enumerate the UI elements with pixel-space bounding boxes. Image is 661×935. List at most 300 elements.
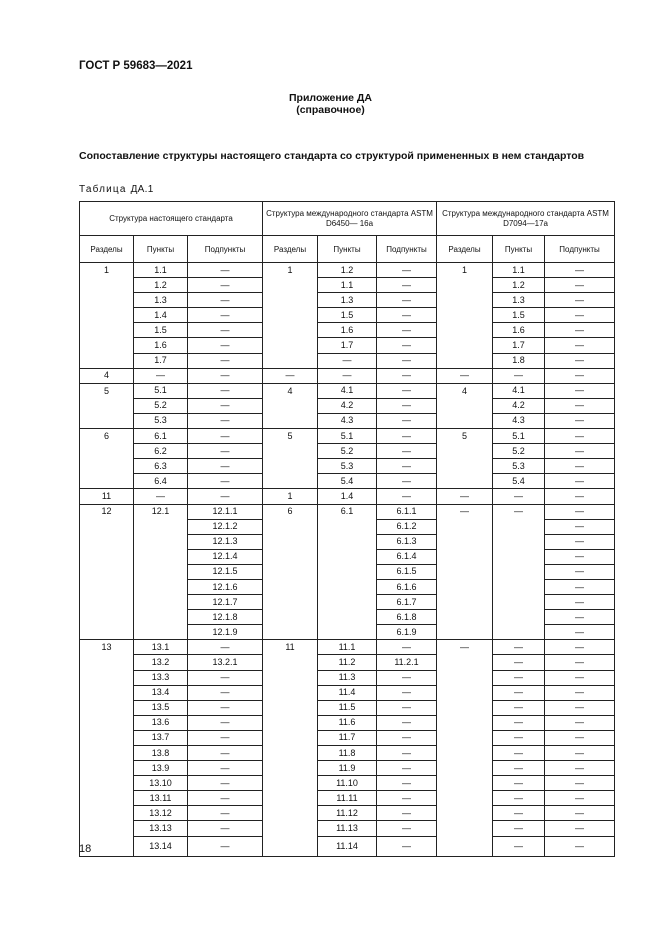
cell-subclause: 12.1.1	[188, 504, 263, 519]
cell-clause: 13.1	[134, 640, 188, 655]
cell-d7094-section	[437, 323, 493, 338]
cell-section	[80, 791, 134, 806]
table-sub-header-row	[80, 236, 615, 263]
cell-d7094-subclause: —	[545, 323, 615, 338]
cell-d7094-clause: —	[493, 715, 545, 730]
cell-d7094-clause: 1.5	[493, 308, 545, 323]
cell-clause: 13.11	[134, 791, 188, 806]
cell-d7094-subclause: —	[545, 338, 615, 353]
cell-d7094-clause	[493, 564, 545, 579]
cell-section	[80, 353, 134, 368]
page-number: 18	[79, 843, 92, 855]
cell-d6450-subclause: 6.1.6	[377, 579, 437, 594]
cell-d7094-clause: 1.7	[493, 338, 545, 353]
cell-d7094-subclause: —	[545, 489, 615, 504]
cell-section	[80, 549, 134, 564]
cell-d7094-subclause: —	[545, 474, 615, 489]
cell-subclause: —	[188, 715, 263, 730]
appendix-title-block	[0, 92, 661, 116]
cell-d7094-clause: —	[493, 806, 545, 821]
cell-section	[80, 746, 134, 761]
cell-subclause: —	[188, 444, 263, 459]
table-row	[80, 670, 615, 685]
cell-d7094-section	[437, 353, 493, 368]
cell-d7094-section	[437, 564, 493, 579]
table-row	[80, 263, 615, 278]
cell-d6450-section	[263, 353, 318, 368]
cell-d7094-clause: 1.3	[493, 293, 545, 308]
cell-subclause: —	[188, 413, 263, 428]
cell-subclause: —	[188, 776, 263, 791]
cell-d6450-section: 5	[263, 429, 318, 444]
cell-d7094-clause: —	[493, 655, 545, 670]
cell-subclause: 12.1.3	[188, 534, 263, 549]
cell-clause: 12.1	[134, 504, 188, 519]
cell-d7094-clause: —	[493, 791, 545, 806]
table-row	[80, 761, 615, 776]
cell-clause: 13.12	[134, 806, 188, 821]
cell-d6450-clause: 11.3	[318, 670, 377, 685]
cell-d6450-subclause: —	[377, 640, 437, 655]
cell-clause	[134, 519, 188, 534]
cell-clause: 13.8	[134, 746, 188, 761]
cell-subclause: —	[188, 791, 263, 806]
cell-subclause: —	[188, 368, 263, 383]
cell-section: 1	[80, 263, 134, 278]
cell-d6450-subclause: —	[377, 761, 437, 776]
cell-section	[80, 655, 134, 670]
cell-d6450-section	[263, 761, 318, 776]
cell-d6450-subclause: —	[377, 806, 437, 821]
cell-d7094-subclause: —	[545, 730, 615, 745]
cell-d6450-clause: 1.2	[318, 263, 377, 278]
table-row	[80, 806, 615, 821]
cell-d6450-subclause: 6.1.1	[377, 504, 437, 519]
cell-d7094-clause: 1.1	[493, 263, 545, 278]
table-row	[80, 338, 615, 353]
sub-header-clauses: Пункты	[134, 236, 188, 263]
table-row	[80, 595, 615, 610]
cell-d7094-clause: —	[493, 836, 545, 856]
cell-d6450-subclause: —	[377, 489, 437, 504]
cell-d7094-subclause: —	[545, 610, 615, 625]
cell-d7094-clause	[493, 625, 545, 640]
cell-subclause: —	[188, 730, 263, 745]
table-row	[80, 474, 615, 489]
cell-d7094-subclause: —	[545, 519, 615, 534]
cell-d6450-section	[263, 730, 318, 745]
cell-subclause: —	[188, 263, 263, 278]
cell-d7094-clause: 4.2	[493, 398, 545, 413]
cell-subclause: —	[188, 429, 263, 444]
table-row	[80, 459, 615, 474]
cell-d7094-section	[437, 398, 493, 413]
cell-d6450-section	[263, 444, 318, 459]
cell-d6450-section	[263, 413, 318, 428]
cell-d6450-section	[263, 293, 318, 308]
cell-d6450-section: 6	[263, 504, 318, 519]
cell-d7094-section	[437, 715, 493, 730]
cell-d6450-subclause: 6.1.5	[377, 564, 437, 579]
cell-clause: 1.7	[134, 353, 188, 368]
table-row	[80, 655, 615, 670]
cell-d7094-clause	[493, 549, 545, 564]
cell-section: 5	[80, 383, 134, 398]
cell-d7094-subclause: —	[545, 549, 615, 564]
cell-d7094-subclause: —	[545, 293, 615, 308]
cell-d7094-clause: 4.3	[493, 413, 545, 428]
cell-d7094-subclause: —	[545, 746, 615, 761]
cell-d7094-clause: —	[493, 730, 545, 745]
cell-d6450-subclause: 6.1.8	[377, 610, 437, 625]
table-row	[80, 368, 615, 383]
cell-clause: 6.4	[134, 474, 188, 489]
cell-d7094-subclause: —	[545, 263, 615, 278]
cell-d6450-section	[263, 278, 318, 293]
cell-d6450-section: 1	[263, 263, 318, 278]
cell-section	[80, 625, 134, 640]
cell-clause: 6.1	[134, 429, 188, 444]
cell-d6450-subclause: —	[377, 429, 437, 444]
cell-subclause: 12.1.2	[188, 519, 263, 534]
cell-d7094-clause	[493, 610, 545, 625]
cell-d6450-clause: 11.12	[318, 806, 377, 821]
cell-d7094-section: —	[437, 368, 493, 383]
cell-d7094-subclause: —	[545, 776, 615, 791]
cell-d6450-section	[263, 579, 318, 594]
cell-clause	[134, 534, 188, 549]
cell-d7094-section	[437, 444, 493, 459]
cell-clause: 13.7	[134, 730, 188, 745]
cell-d7094-clause: —	[493, 700, 545, 715]
table-caption-number: ДА.1	[130, 184, 154, 195]
cell-d7094-section	[437, 761, 493, 776]
cell-d6450-section	[263, 474, 318, 489]
cell-clause: 5.3	[134, 413, 188, 428]
cell-d6450-subclause: 6.1.4	[377, 549, 437, 564]
cell-subclause: —	[188, 323, 263, 338]
cell-clause	[134, 549, 188, 564]
cell-d6450-clause: 11.4	[318, 685, 377, 700]
cell-d6450-section	[263, 459, 318, 474]
cell-d7094-clause: —	[493, 504, 545, 519]
cell-d6450-clause: 5.4	[318, 474, 377, 489]
cell-d6450-clause: 11.8	[318, 746, 377, 761]
cell-subclause: —	[188, 700, 263, 715]
cell-section	[80, 459, 134, 474]
cell-d7094-section	[437, 806, 493, 821]
cell-d6450-subclause: —	[377, 368, 437, 383]
cell-d6450-subclause: —	[377, 383, 437, 398]
cell-d6450-clause: 5.3	[318, 459, 377, 474]
cell-d6450-section: —	[263, 368, 318, 383]
cell-d7094-clause	[493, 534, 545, 549]
sub-header-sections: Разделы	[263, 236, 318, 263]
cell-d7094-clause: —	[493, 489, 545, 504]
cell-d6450-subclause: —	[377, 398, 437, 413]
group-header-this-standard: Структура настоящего стандарта	[80, 202, 263, 236]
cell-section: 11	[80, 489, 134, 504]
cell-d7094-section: —	[437, 640, 493, 655]
cell-d6450-section	[263, 821, 318, 836]
cell-d6450-clause: 5.1	[318, 429, 377, 444]
cell-section	[80, 610, 134, 625]
cell-clause	[134, 595, 188, 610]
cell-clause: 13.3	[134, 670, 188, 685]
cell-d7094-section	[437, 293, 493, 308]
cell-d7094-subclause: —	[545, 353, 615, 368]
cell-section	[80, 821, 134, 836]
cell-d6450-clause: 11.13	[318, 821, 377, 836]
group-header-astm-d7094: Структура международного стандарта ASTM D7094—17a	[437, 202, 615, 236]
cell-d7094-clause	[493, 519, 545, 534]
cell-subclause: —	[188, 474, 263, 489]
sub-header-clauses: Пункты	[493, 236, 545, 263]
cell-d7094-section	[437, 746, 493, 761]
cell-d6450-clause	[318, 625, 377, 640]
cell-d6450-section	[263, 836, 318, 856]
cell-d6450-subclause: —	[377, 776, 437, 791]
cell-d7094-subclause: —	[545, 368, 615, 383]
cell-section	[80, 564, 134, 579]
table-row	[80, 746, 615, 761]
cell-d6450-clause: 11.5	[318, 700, 377, 715]
cell-d7094-subclause: —	[545, 761, 615, 776]
cell-d7094-clause: 5.4	[493, 474, 545, 489]
cell-subclause: 12.1.8	[188, 610, 263, 625]
cell-d6450-subclause: 11.2.1	[377, 655, 437, 670]
cell-clause: 1.6	[134, 338, 188, 353]
cell-d7094-subclause: —	[545, 278, 615, 293]
cell-d6450-clause: 11.9	[318, 761, 377, 776]
cell-d7094-section	[437, 519, 493, 534]
cell-section	[80, 685, 134, 700]
table-row	[80, 625, 615, 640]
cell-d7094-subclause: —	[545, 595, 615, 610]
cell-d7094-section: 1	[437, 263, 493, 278]
cell-d6450-section	[263, 398, 318, 413]
cell-d6450-subclause: 6.1.7	[377, 595, 437, 610]
cell-d6450-section	[263, 338, 318, 353]
cell-d6450-clause	[318, 579, 377, 594]
table-row	[80, 579, 615, 594]
cell-clause: 13.5	[134, 700, 188, 715]
cell-d7094-subclause: —	[545, 459, 615, 474]
cell-d7094-subclause: —	[545, 413, 615, 428]
cell-d6450-subclause: —	[377, 278, 437, 293]
cell-d7094-section	[437, 625, 493, 640]
cell-d7094-subclause: —	[545, 670, 615, 685]
cell-clause	[134, 564, 188, 579]
appendix-title: Приложение ДА	[289, 92, 372, 104]
cell-subclause: —	[188, 836, 263, 856]
cell-section	[80, 338, 134, 353]
cell-d6450-section	[263, 595, 318, 610]
cell-subclause: —	[188, 806, 263, 821]
cell-d7094-section	[437, 278, 493, 293]
cell-d7094-section	[437, 308, 493, 323]
cell-d7094-subclause: —	[545, 429, 615, 444]
cell-d6450-clause: —	[318, 353, 377, 368]
cell-d7094-subclause: —	[545, 534, 615, 549]
table-row	[80, 610, 615, 625]
table-group-header-row	[80, 202, 615, 236]
table-row	[80, 504, 615, 519]
cell-d7094-subclause: —	[545, 806, 615, 821]
cell-d6450-clause	[318, 595, 377, 610]
cell-d6450-subclause: —	[377, 263, 437, 278]
cell-d6450-section	[263, 700, 318, 715]
table-body	[80, 202, 615, 857]
cell-section: 6	[80, 429, 134, 444]
cell-d6450-subclause: —	[377, 715, 437, 730]
table-row	[80, 519, 615, 534]
cell-d7094-clause: 4.1	[493, 383, 545, 398]
cell-d7094-section	[437, 685, 493, 700]
cell-subclause: —	[188, 640, 263, 655]
cell-d7094-subclause: —	[545, 504, 615, 519]
cell-d6450-section	[263, 776, 318, 791]
cell-d7094-section	[437, 700, 493, 715]
cell-section	[80, 278, 134, 293]
table-row	[80, 685, 615, 700]
cell-section	[80, 579, 134, 594]
cell-d6450-section	[263, 806, 318, 821]
document-code: ГОСТ Р 59683—2021	[79, 60, 193, 72]
table-row	[80, 308, 615, 323]
cell-d7094-section	[437, 836, 493, 856]
cell-clause	[134, 579, 188, 594]
cell-d7094-clause: 1.8	[493, 353, 545, 368]
cell-d7094-subclause: —	[545, 444, 615, 459]
comparison-table	[79, 201, 615, 857]
table-row	[80, 791, 615, 806]
cell-d7094-subclause: —	[545, 700, 615, 715]
sub-header-sections: Разделы	[80, 236, 134, 263]
cell-d6450-clause	[318, 549, 377, 564]
cell-d6450-clause: 11.14	[318, 836, 377, 856]
cell-d7094-section	[437, 610, 493, 625]
cell-section	[80, 474, 134, 489]
cell-section: 12	[80, 504, 134, 519]
cell-subclause: 13.2.1	[188, 655, 263, 670]
cell-d6450-clause: 1.3	[318, 293, 377, 308]
cell-section	[80, 700, 134, 715]
cell-section	[80, 323, 134, 338]
cell-d6450-subclause: —	[377, 685, 437, 700]
table-row	[80, 429, 615, 444]
cell-d7094-clause: —	[493, 685, 545, 700]
cell-d6450-subclause: —	[377, 338, 437, 353]
cell-section	[80, 595, 134, 610]
cell-d7094-subclause: —	[545, 821, 615, 836]
sub-header-clauses: Пункты	[318, 236, 377, 263]
cell-d7094-section	[437, 474, 493, 489]
cell-subclause: —	[188, 459, 263, 474]
cell-subclause: 12.1.5	[188, 564, 263, 579]
table-row	[80, 730, 615, 745]
cell-subclause: —	[188, 293, 263, 308]
cell-section	[80, 413, 134, 428]
cell-section	[80, 670, 134, 685]
cell-d7094-subclause: —	[545, 715, 615, 730]
cell-d7094-section	[437, 579, 493, 594]
cell-d6450-subclause: 6.1.2	[377, 519, 437, 534]
cell-d6450-section	[263, 534, 318, 549]
cell-d6450-clause: 11.11	[318, 791, 377, 806]
cell-d6450-subclause: —	[377, 474, 437, 489]
cell-clause: 5.2	[134, 398, 188, 413]
cell-d6450-clause: 11.7	[318, 730, 377, 745]
cell-d6450-section	[263, 549, 318, 564]
cell-d6450-subclause: —	[377, 308, 437, 323]
cell-d7094-clause: 1.2	[493, 278, 545, 293]
cell-d6450-subclause: —	[377, 353, 437, 368]
cell-d6450-clause: 5.2	[318, 444, 377, 459]
table-row	[80, 776, 615, 791]
sub-header-sections: Разделы	[437, 236, 493, 263]
cell-d6450-clause: 11.6	[318, 715, 377, 730]
cell-d7094-subclause: —	[545, 398, 615, 413]
cell-d6450-subclause: —	[377, 791, 437, 806]
cell-d7094-clause: —	[493, 368, 545, 383]
cell-d6450-section	[263, 670, 318, 685]
cell-clause: 5.1	[134, 383, 188, 398]
table-row	[80, 549, 615, 564]
cell-subclause: —	[188, 353, 263, 368]
cell-d6450-subclause: 6.1.9	[377, 625, 437, 640]
section-heading: Сопоставление структуры настоящего стандарта со структурой примененных в нем стандартов	[79, 150, 585, 162]
table-row	[80, 564, 615, 579]
table-row	[80, 398, 615, 413]
cell-section	[80, 761, 134, 776]
table-row	[80, 278, 615, 293]
cell-d7094-section	[437, 821, 493, 836]
cell-clause: 13.10	[134, 776, 188, 791]
cell-d7094-section	[437, 338, 493, 353]
cell-d6450-subclause: 6.1.3	[377, 534, 437, 549]
cell-d7094-section	[437, 670, 493, 685]
table-row	[80, 383, 615, 398]
cell-d6450-subclause: —	[377, 746, 437, 761]
cell-d6450-subclause: —	[377, 700, 437, 715]
cell-d6450-clause	[318, 519, 377, 534]
cell-d6450-section	[263, 746, 318, 761]
cell-d7094-clause: 1.6	[493, 323, 545, 338]
cell-d7094-subclause: —	[545, 836, 615, 856]
cell-d6450-section	[263, 564, 318, 579]
cell-d6450-section	[263, 519, 318, 534]
cell-clause: 13.9	[134, 761, 188, 776]
cell-d7094-clause: 5.2	[493, 444, 545, 459]
cell-d6450-clause: 11.2	[318, 655, 377, 670]
cell-clause: 1.3	[134, 293, 188, 308]
table-row	[80, 293, 615, 308]
cell-d7094-clause: —	[493, 821, 545, 836]
appendix-subtitle: (справочное)	[296, 104, 365, 116]
cell-d7094-subclause: —	[545, 625, 615, 640]
cell-d7094-clause: —	[493, 640, 545, 655]
cell-d7094-subclause: —	[545, 791, 615, 806]
cell-d6450-subclause: —	[377, 821, 437, 836]
table-row	[80, 444, 615, 459]
cell-d7094-subclause: —	[545, 655, 615, 670]
cell-d7094-section: —	[437, 504, 493, 519]
cell-clause: 1.5	[134, 323, 188, 338]
table-row	[80, 821, 615, 836]
cell-subclause: —	[188, 746, 263, 761]
cell-clause: 13.14	[134, 836, 188, 856]
